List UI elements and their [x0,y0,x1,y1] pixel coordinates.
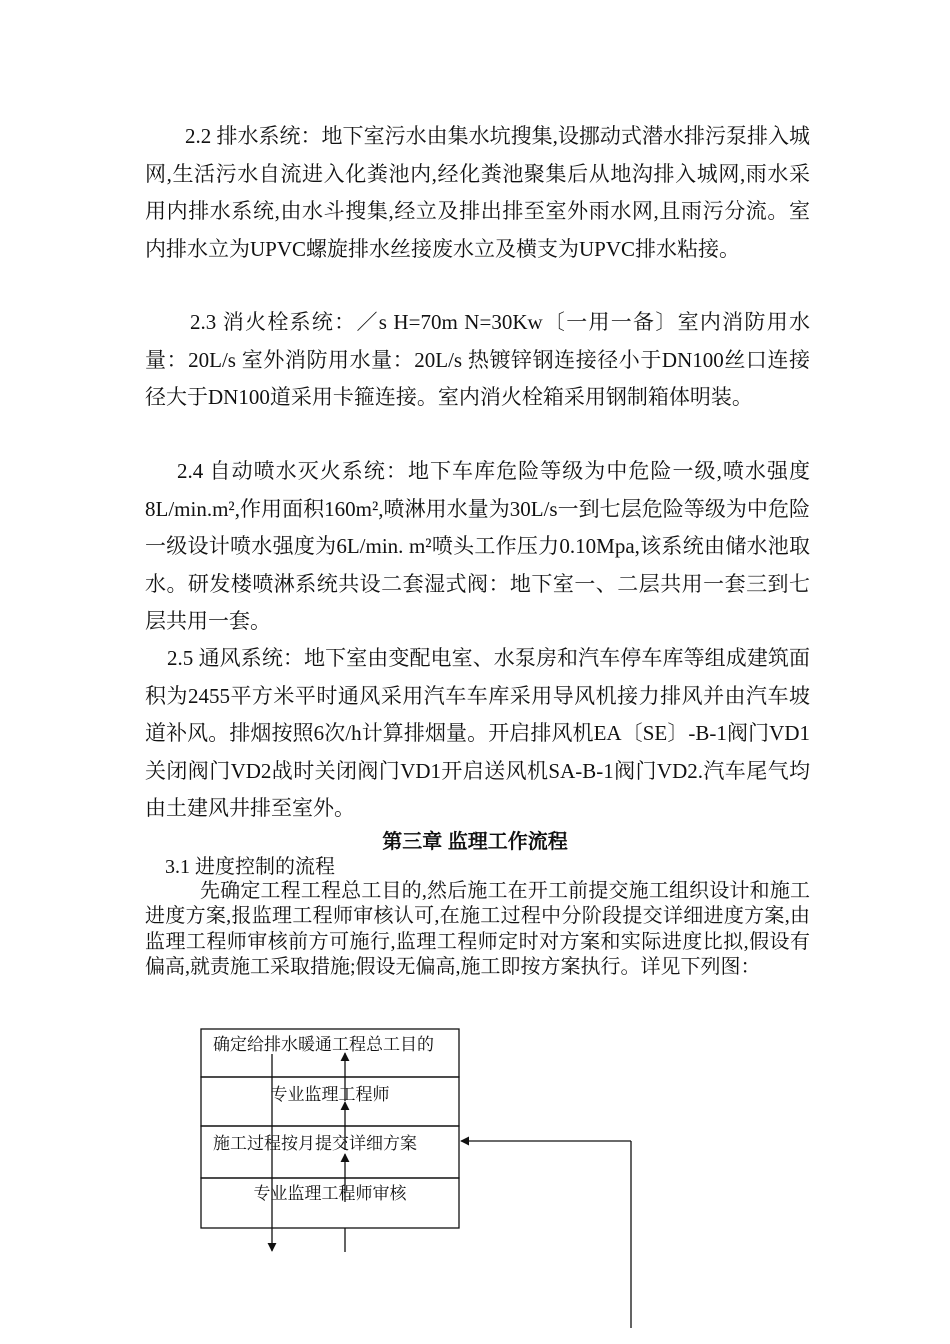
flow-box-2-label: 专业监理工程师 [270,1085,390,1104]
chapter-title: 第三章 监理工作流程 [382,831,568,853]
flow-box-4-label: 专业监理工程师审核 [253,1184,407,1203]
section-3-1-title: 3.1 进度控制的流程 [165,856,335,878]
flow-box-3-label: 施工过程按月提交详细方案 [213,1134,417,1153]
section-3-1-text: 先确定工程工程总工目的,然后施工在开工前提交施工组织设计和施工进度方案,报监理工程师审核认可,在施工过程中分阶段提交详细进度方案,由监理工程师审核前方可施行,监理工程师定时对方案和实际进度比拟,假设有偏高,就责施工采取措施;假设无偏高,施工即按方案执行。详见下列图： [145,880,810,979]
section-2-2-drainage: 2.2 排水系统：地下室污水由集水坑搜集,设挪动式潜水排污泵排入城网,生活污水自流进入化粪池内,经化粪池聚集后从地沟排入城网,雨水采用内排水系统,由水斗搜集,经立及排出排至室外雨水网,且雨污分流。室内排水立为UPVC螺旋排水丝接废水立及横支为UPVC排水粘接。 [145,124,810,261]
section-2-3-hydrant: 2.3 消火栓系统：／s H=70m N=30Kw〔一用一备〕室内消防用水量：20L/s 室外消防用水量：20L/s 热镀锌钢连接径小于DN100丝口连接径大于DN100道采用卡箍连接。室内消火栓箱采用钢制箱体明装。 [145,310,810,409]
flow-box-1-label: 确定给排水暖通工程总工目的 [213,1035,434,1054]
section-2-4-sprinkler: 2.4 自动喷水灭火系统：地下车库危险等级为中危险一级,喷水强度8L/min.m²,作用面积160m²,喷淋用水量为30L/s一到七层危险等级为中危险一级设计喷水强度为6L/min. m²喷头工作压力0.10Mpa,该系统由储水池取水。研发楼喷淋系统共设二套湿式阀：地下室一、二层共用一套三到七层共用一套。 [145,459,810,633]
section-2-5-ventilation: 2.5 通风系统：地下室由变配电室、水泵房和汽车停车库等组成建筑面积为2455平方米平时通风采用汽车车库采用导风机接力排风并由汽车坡道补风。排烟按照6次/h计算排烟量。开启排风机EA〔SE〕-B-1阀门VD1关闭阀门VD2战时关闭阀门VD1开启送风机SA-B-1阀门VD2.汽车尾气均由土建风井排至室外。 [145,646,810,820]
